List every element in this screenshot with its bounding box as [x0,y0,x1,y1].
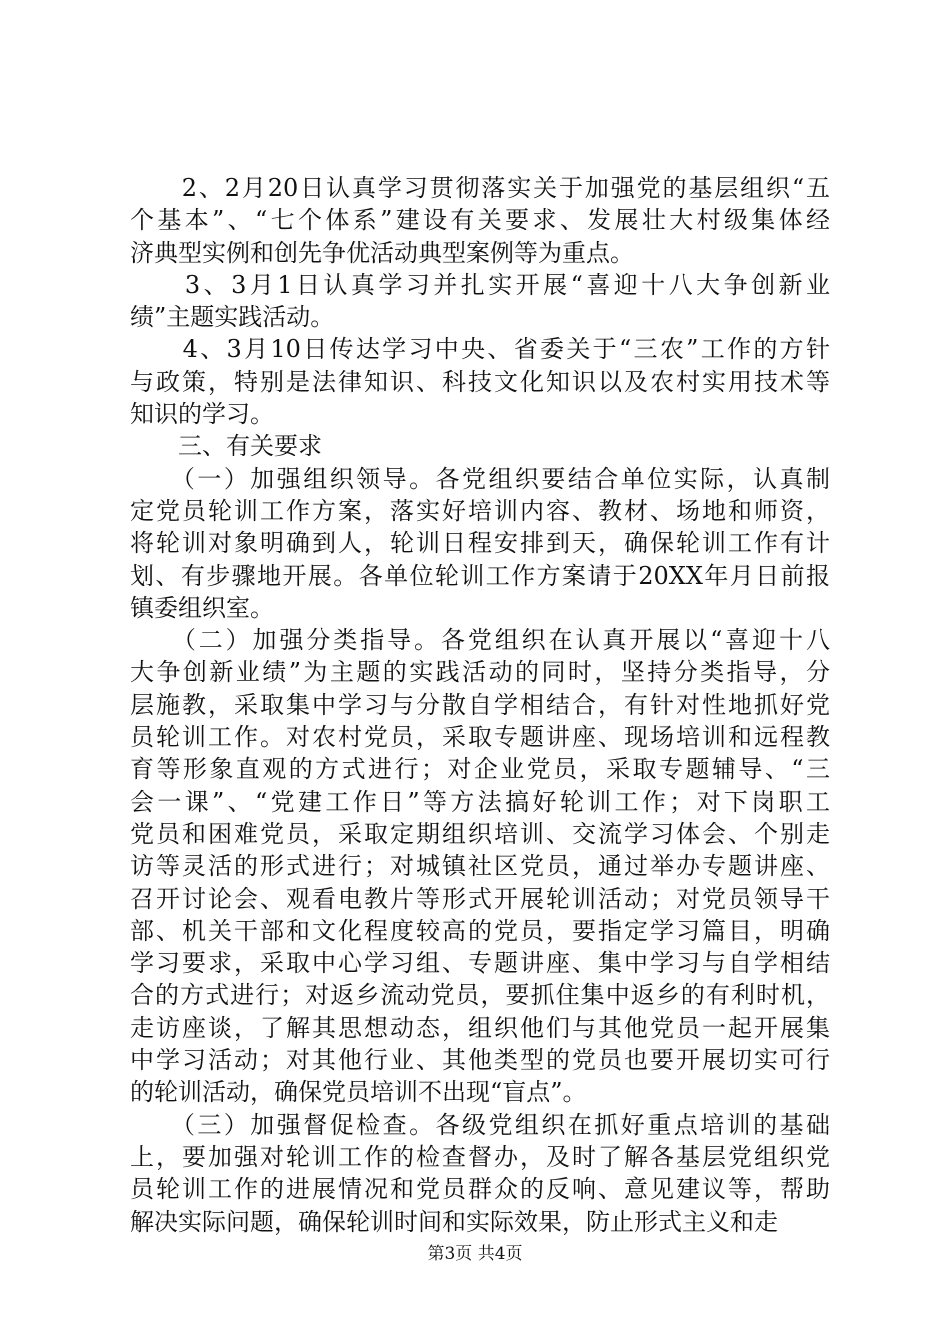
text-line: 召开讨论会、观看电教片等形式开展轮训活动；对党员领导干 [130,884,830,913]
text-line: 访等灵活的形式进行；对城镇社区党员，通过举办专题讲座、 [130,852,830,881]
text-line: 定党员轮训工作方案，落实好培训内容、教材、场地和师资， [130,496,830,525]
text-line: 大争创新业绩”为主题的实践活动的同时，坚持分类指导，分 [130,658,830,687]
paragraph-requirement-1 [130,463,830,624]
text-line: 育等形象直观的方式进行；对企业党员，采取专题辅导、“三 [130,755,830,784]
text-line: 个基本”、“七个体系”建设有关要求、发展壮大村级集体经 [130,206,830,235]
text-line: 走访座谈，了解其思想动态，组织他们与其他党员一起开展集 [130,1013,830,1042]
page-footer: 第3页 共4页 [427,1244,523,1264]
text-line: 划、有步骤地开展。各单位轮训工作方案请于20XX年月日前报 [130,561,830,590]
paragraph-study-item-3 [130,269,830,334]
document-body [130,172,830,1238]
text-line: 与政策，特别是法律知识、科技文化知识以及农村实用技术等 [130,367,830,396]
text-line: 党员和困难党员，采取定期组织培训、交流学习体会、个别走 [130,819,830,848]
text-line: 知识的学习。 [130,400,274,429]
text-line: 员轮训工作的进展情况和党员群众的反响、意见建议等，帮助 [130,1175,830,1204]
text-line: 学习要求，采取中心学习组、专题讲座、集中学习与自学相结 [130,949,830,978]
text-line: 员轮训工作。对农村党员，采取专题讲座、现场培训和远程教 [130,723,830,752]
text-line: 济典型实例和创先争优活动典型案例等为重点。 [130,238,634,267]
text-line: 的轮训活动，确保党员培训不出现“盲点”。 [130,1078,587,1107]
text-line: 部、机关干部和文化程度较高的党员，要指定学习篇目，明确 [130,916,830,945]
text-line: 将轮训对象明确到人，轮训日程安排到天，确保轮训工作有计 [130,529,830,558]
paragraph-requirement-2 [130,624,830,1108]
text-line: 4、3月10日传达学习中央、省委关于“三农”工作的方针 [130,335,830,364]
paragraph-section-3-heading [130,430,830,462]
text-line: 镇委组织室。 [130,593,274,622]
text-line: 上，要加强对轮训工作的检查督办，及时了解各基层党组织党 [130,1142,830,1171]
text-line: 3、3月1日认真学习并扎实开展“喜迎十八大争创新业 [130,270,830,299]
text-line: 中学习活动；对其他行业、其他类型的党员也要开展切实可行 [130,1046,830,1075]
text-line: 三、有关要求 [130,432,322,461]
paragraph-requirement-3 [130,1109,830,1238]
text-line: 解决实际问题，确保轮训时间和实际效果，防止形式主义和走 [130,1207,778,1236]
text-line: 层施教，采取集中学习与分散自学相结合，有针对性地抓好党 [130,690,830,719]
text-line: 2、2月20日认真学习贯彻落实关于加强党的基层组织“五 [130,174,830,202]
text-line: （三）加强督促检查。各级党组织在抓好重点培训的基础 [130,1110,830,1139]
text-line: 绩”主题实践活动。 [130,303,335,332]
text-line: 会一课”、“党建工作日”等方法搞好轮训工作；对下岗职工 [130,787,830,816]
paragraph-study-item-2 [130,172,830,269]
paragraph-study-item-4 [130,333,830,430]
text-line: 合的方式进行；对返乡流动党员，要抓住集中返乡的有利时机， [130,981,830,1010]
text-line: （二）加强分类指导。各党组织在认真开展以“喜迎十八 [130,626,830,655]
text-line: （一）加强组织领导。各党组织要结合单位实际，认真制 [130,464,830,493]
